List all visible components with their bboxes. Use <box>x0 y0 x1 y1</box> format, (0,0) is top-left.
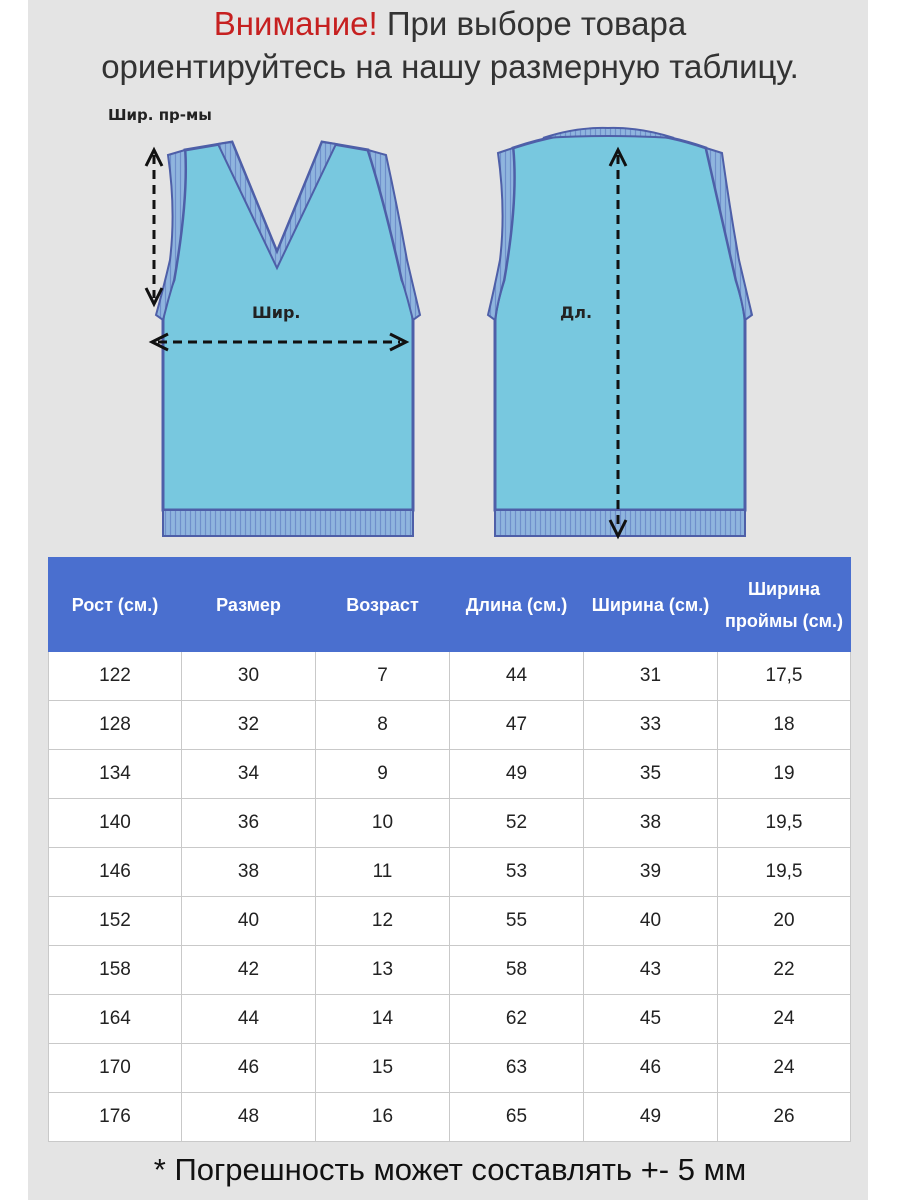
table-cell: 7 <box>316 652 450 701</box>
table-row <box>49 1044 851 1093</box>
table-cell: 36 <box>182 799 316 848</box>
table-row <box>49 897 851 946</box>
table-cell: 52 <box>450 799 584 848</box>
table-cell: 46 <box>584 1044 718 1093</box>
size-table <box>48 557 851 1142</box>
vest-diagram <box>28 100 868 550</box>
table-cell: 43 <box>584 946 718 995</box>
table-cell: 13 <box>316 946 450 995</box>
table-cell: 38 <box>584 799 718 848</box>
table-row <box>49 652 851 701</box>
table-cell: 152 <box>49 897 182 946</box>
armhole-width-label: Шир. пр-мы <box>108 106 212 124</box>
table-cell: 55 <box>450 897 584 946</box>
page-title <box>0 2 900 88</box>
table-cell: 38 <box>182 848 316 897</box>
table-cell: 39 <box>584 848 718 897</box>
table-cell: 24 <box>718 1044 851 1093</box>
width-label: Шир. <box>252 303 301 322</box>
table-cell: 30 <box>182 652 316 701</box>
table-cell: 40 <box>182 897 316 946</box>
table-row <box>49 701 851 750</box>
col-header-age: Возраст <box>316 558 450 652</box>
table-row <box>49 995 851 1044</box>
vest-front <box>108 106 420 536</box>
table-cell: 42 <box>182 946 316 995</box>
col-header-size: Размер <box>182 558 316 652</box>
table-cell: 22 <box>718 946 851 995</box>
table-cell: 17,5 <box>718 652 851 701</box>
table-cell: 11 <box>316 848 450 897</box>
table-cell: 16 <box>316 1093 450 1142</box>
table-header-row <box>49 558 851 652</box>
table-cell: 10 <box>316 799 450 848</box>
table-cell: 49 <box>584 1093 718 1142</box>
table-cell: 146 <box>49 848 182 897</box>
table-cell: 53 <box>450 848 584 897</box>
table-cell: 58 <box>450 946 584 995</box>
table-cell: 18 <box>718 701 851 750</box>
table-row <box>49 848 851 897</box>
table-cell: 20 <box>718 897 851 946</box>
title-line-1-rest: При выборе товара <box>377 5 687 42</box>
vest-back <box>488 128 752 536</box>
table-cell: 35 <box>584 750 718 799</box>
table-cell: 15 <box>316 1044 450 1093</box>
col-header-length: Длина (см.) <box>450 558 584 652</box>
table-row <box>49 750 851 799</box>
table-cell: 34 <box>182 750 316 799</box>
table-cell: 47 <box>450 701 584 750</box>
length-label: Дл. <box>560 303 593 322</box>
table-cell: 44 <box>450 652 584 701</box>
table-cell: 128 <box>49 701 182 750</box>
table-cell: 24 <box>718 995 851 1044</box>
table-cell: 26 <box>718 1093 851 1142</box>
tolerance-footnote: * Погрешность может составлять +- 5 мм <box>153 1152 747 1187</box>
table-cell: 134 <box>49 750 182 799</box>
vest-diagram-svg <box>28 100 868 550</box>
title-line-1 <box>0 2 900 45</box>
table-cell: 122 <box>49 652 182 701</box>
table-row <box>49 1093 851 1142</box>
table-cell: 62 <box>450 995 584 1044</box>
table-cell: 14 <box>316 995 450 1044</box>
table-cell: 19 <box>718 750 851 799</box>
table-cell: 63 <box>450 1044 584 1093</box>
table-cell: 140 <box>49 799 182 848</box>
title-line-2: ориентируйтесь на нашу размерную таблицу. <box>101 48 799 85</box>
warning-text: Внимание! <box>213 5 378 42</box>
table-cell: 19,5 <box>718 799 851 848</box>
table-cell: 48 <box>182 1093 316 1142</box>
table-row <box>49 946 851 995</box>
table-cell: 8 <box>316 701 450 750</box>
table-cell: 32 <box>182 701 316 750</box>
table-cell: 65 <box>450 1093 584 1142</box>
table-cell: 158 <box>49 946 182 995</box>
table-cell: 31 <box>584 652 718 701</box>
table-cell: 45 <box>584 995 718 1044</box>
table-cell: 12 <box>316 897 450 946</box>
table-cell: 44 <box>182 995 316 1044</box>
table-cell: 33 <box>584 701 718 750</box>
table-cell: 40 <box>584 897 718 946</box>
col-header-height: Рост (см.) <box>49 558 182 652</box>
table-cell: 176 <box>49 1093 182 1142</box>
table-cell: 49 <box>450 750 584 799</box>
table-cell: 9 <box>316 750 450 799</box>
col-header-armhole-width: Ширина проймы (см.) <box>718 558 851 652</box>
table-cell: 46 <box>182 1044 316 1093</box>
table-cell: 164 <box>49 995 182 1044</box>
col-header-width: Ширина (см.) <box>584 558 718 652</box>
table-row <box>49 799 851 848</box>
table-cell: 170 <box>49 1044 182 1093</box>
table-cell: 19,5 <box>718 848 851 897</box>
